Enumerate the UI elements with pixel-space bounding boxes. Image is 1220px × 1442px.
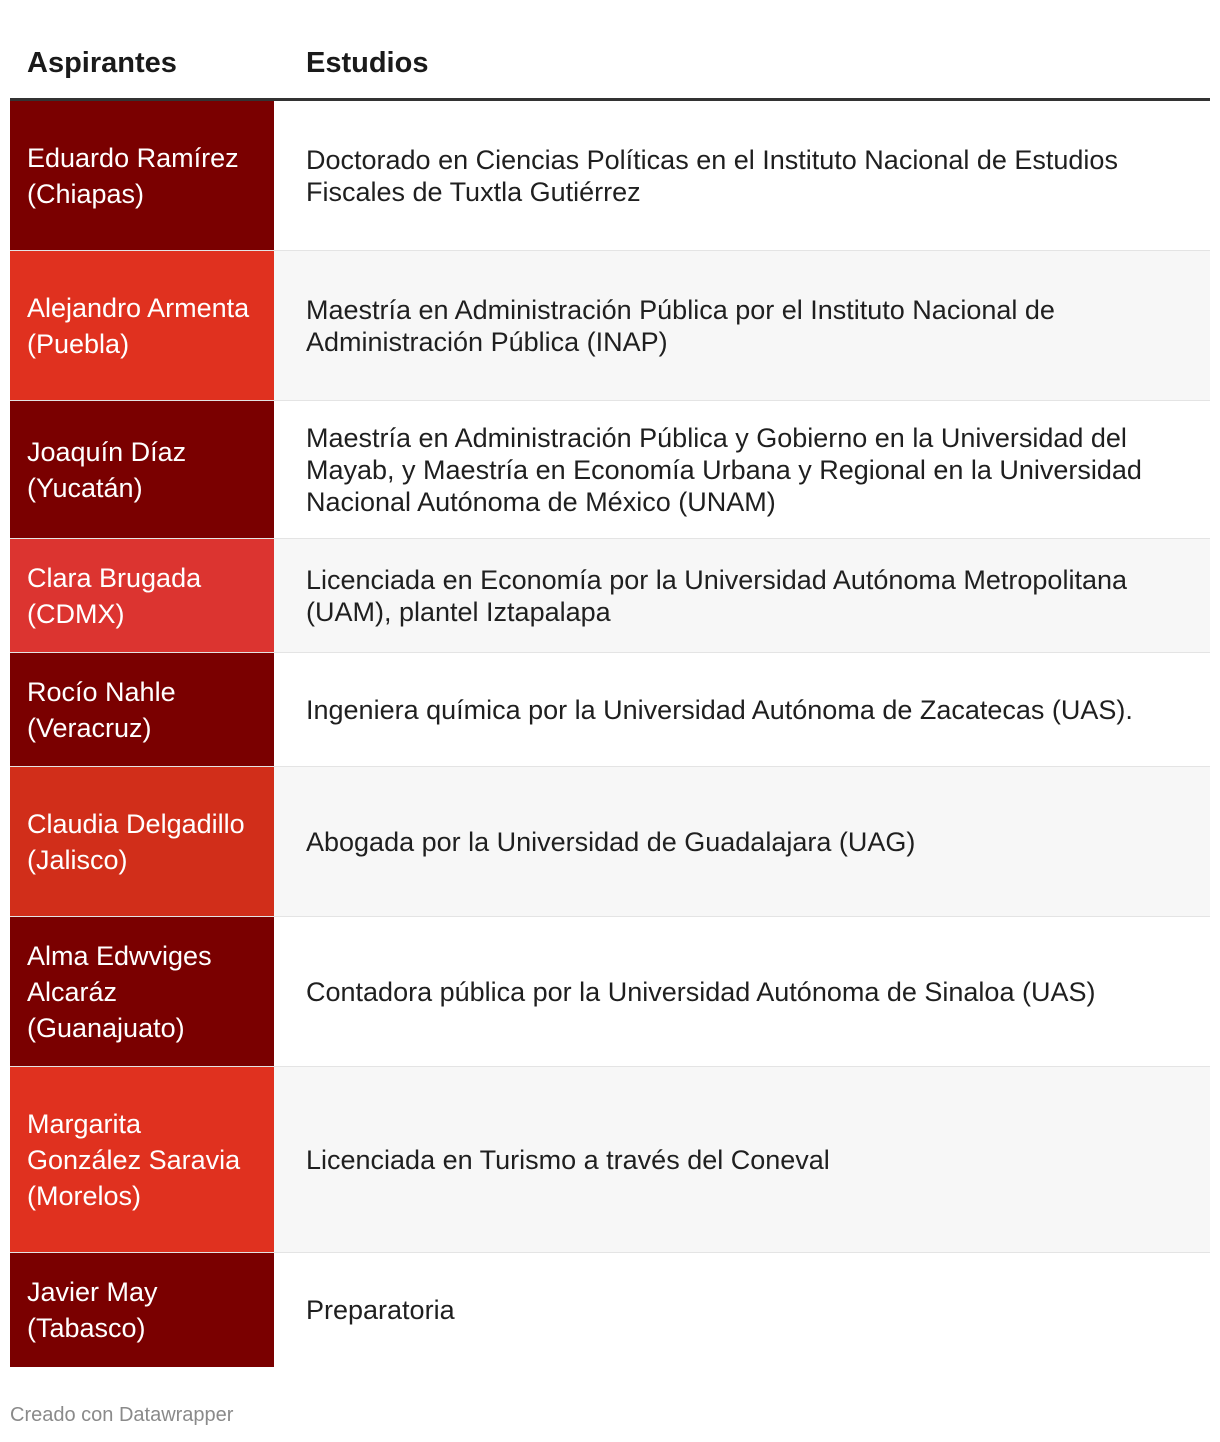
table-row [10, 1253, 1210, 1367]
aspirant-name: Eduardo Ramírez (Chiapas) [10, 101, 274, 250]
aspirant-name: Alejandro Armenta (Puebla) [10, 251, 274, 400]
aspirant-studies: Maestría en Administración Pública y Gobierno en la Universidad del Mayab, y Maestría en Economía Urbana y Regional en la Universidad Nacional Autónoma de México (UNAM) [274, 401, 1210, 538]
table-row [10, 917, 1210, 1067]
aspirant-studies: Contadora pública por la Universidad Autónoma de Sinaloa (UAS) [274, 917, 1210, 1066]
table-row [10, 251, 1210, 401]
aspirant-name: Rocío Nahle (Veracruz) [10, 653, 274, 766]
table-row [10, 101, 1210, 251]
aspirant-studies: Preparatoria [274, 1253, 1210, 1367]
datawrapper-credit: Creado con Datawrapper [10, 1404, 234, 1426]
aspirant-name: Alma Edwviges Alcaráz (Guanajuato) [10, 917, 274, 1066]
aspirant-name: Claudia Delgadillo (Jalisco) [10, 767, 274, 916]
aspirant-name: Joaquín Díaz (Yucatán) [10, 401, 274, 538]
aspirant-studies: Maestría en Administración Pública por el Instituto Nacional de Administración Pública (INAP) [274, 251, 1210, 400]
table-row [10, 401, 1210, 539]
aspirant-name: Javier May (Tabasco) [10, 1253, 274, 1367]
header-estudios: Estudios [306, 47, 429, 79]
aspirant-name: Clara Brugada (CDMX) [10, 539, 274, 652]
table-row [10, 539, 1210, 653]
data-table [10, 0, 1210, 1367]
table-row [10, 653, 1210, 767]
aspirant-studies: Licenciada en Economía por la Universidad Autónoma Metropolitana (UAM), plantel Iztapalapa [274, 539, 1210, 652]
header-aspirantes: Aspirantes [27, 47, 177, 79]
aspirant-studies: Abogada por la Universidad de Guadalajara (UAG) [274, 767, 1210, 916]
table-row [10, 767, 1210, 917]
aspirant-studies: Doctorado en Ciencias Políticas en el Instituto Nacional de Estudios Fiscales de Tuxtla Gutiérrez [274, 101, 1210, 250]
table-header [10, 0, 1210, 101]
aspirant-name: Margarita González Saravia (Morelos) [10, 1067, 274, 1252]
aspirant-studies: Ingeniera química por la Universidad Autónoma de Zacatecas (UAS). [274, 653, 1210, 766]
aspirant-studies: Licenciada en Turismo a través del Coneval [274, 1067, 1210, 1252]
table-row [10, 1067, 1210, 1253]
